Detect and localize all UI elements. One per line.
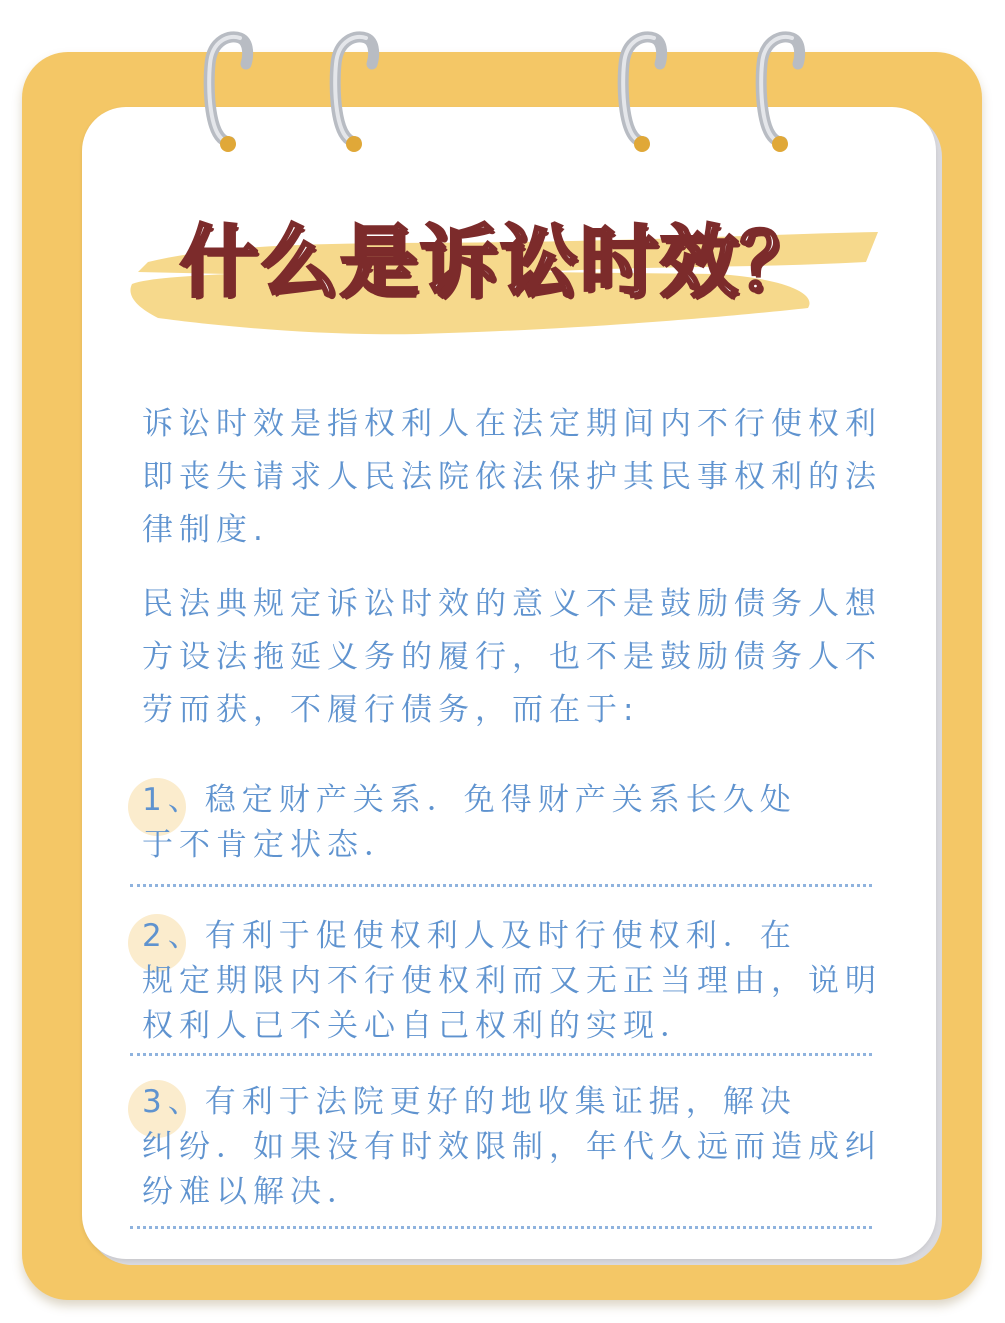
list-item xyxy=(128,914,888,1049)
binder-ring-icon xyxy=(326,24,386,156)
definition-paragraph: 诉讼时效是指权利人在法定期间内不行使权利即丧失请求人民法院依法保护其民事权利的法律制度. xyxy=(142,406,882,548)
item-text-continued: 规定期限内不行使权利而又无正当理由，说明权利人已不关心自己权利的实现． xyxy=(142,963,882,1044)
list-item xyxy=(128,1080,888,1215)
item-text-continued: 于不肯定状态． xyxy=(142,827,401,863)
item-number: 1、 xyxy=(142,782,205,818)
item-number: 3、 xyxy=(142,1084,205,1120)
binder-ring-icon xyxy=(614,24,674,156)
page-title: 什么是诉讼时效？ xyxy=(179,218,820,308)
dotted-divider xyxy=(130,884,872,887)
item-text-continued: 纠纷．如果没有时效限制，年代久远而造成纠纷难以解决． xyxy=(142,1129,882,1210)
binder-ring-icon xyxy=(752,24,812,156)
dotted-divider xyxy=(130,1053,872,1056)
list-item xyxy=(128,778,888,868)
dotted-divider xyxy=(130,1226,872,1229)
item-text: 有利于法院更好的地收集证据，解决 xyxy=(204,1084,797,1120)
item-text: 有利于促使权利人及时行使权利．在 xyxy=(204,918,797,954)
binder-ring-icon xyxy=(200,24,260,156)
item-number: 2、 xyxy=(142,918,205,954)
purpose-paragraph: 民法典规定诉讼时效的意义不是鼓励债务人想方设法拖延义务的履行，也不是鼓励债务人不劳而获，不履行债务，而在于: xyxy=(142,586,882,728)
item-text: 稳定财产关系．免得财产关系长久处 xyxy=(204,782,797,818)
